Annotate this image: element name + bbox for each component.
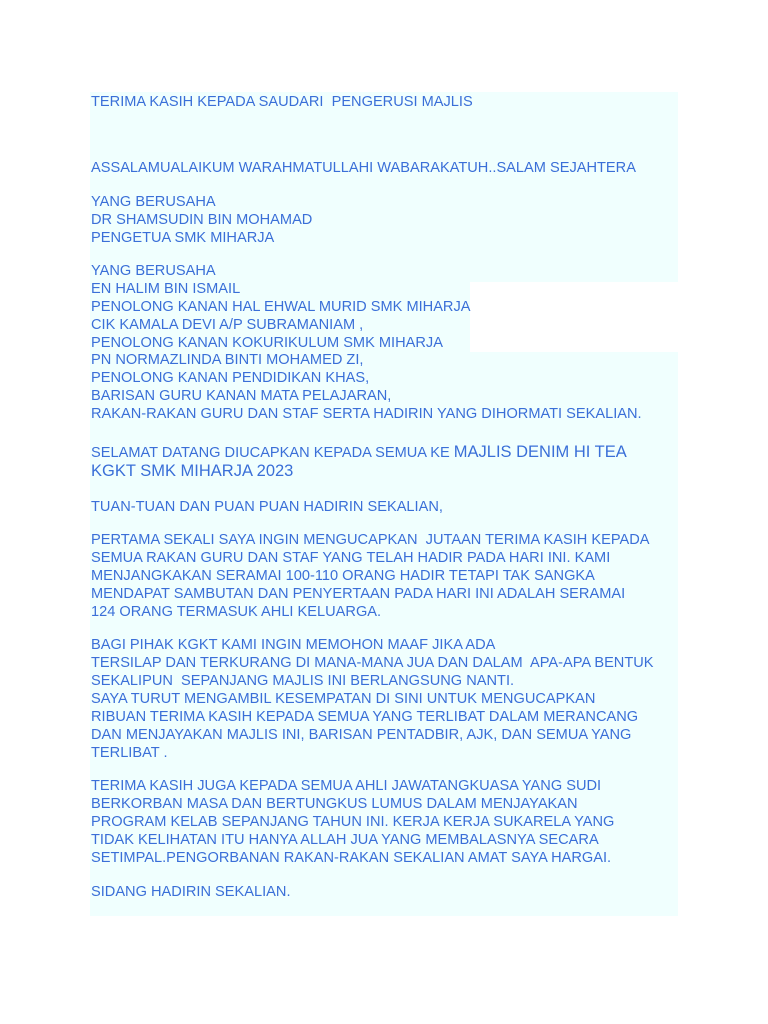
closing-address: SIDANG HADIRIN SEKALIAN.	[91, 884, 291, 900]
guests-line-3: PENOLONG KANAN HAL EHWAL MURID SMK MIHARJA	[91, 299, 471, 315]
address-audience: TUAN-TUAN DAN PUAN PUAN HADIRIN SEKALIAN,	[91, 499, 443, 515]
guests-line-6: PN NORMAZLINDA BINTI MOHAMED ZI,	[91, 352, 364, 368]
event-name: MAJLIS DENIM HI TEA	[453, 443, 627, 461]
event-name-line-2: KGKT SMK MIHARJA 2023	[91, 462, 294, 480]
committee-line-3: PROGRAM KELAB SEPANJANG TAHUN INI. KERJA KERJA SUKARELA YANG	[91, 814, 615, 830]
thanks-line-1: PERTAMA SEKALI SAYA INGIN MENGUCAPKAN JUTAAN TERIMA KASIH KEPADA	[91, 532, 650, 548]
principal-line-1: YANG BERUSAHA	[91, 194, 216, 210]
guests-line-9: RAKAN-RAKAN GURU DAN STAF SERTA HADIRIN YANG DIHORMATI SEKALIAN.	[91, 406, 642, 422]
principal-line-2: DR SHAMSUDIN BIN MOHAMAD	[91, 212, 313, 228]
apology-line-6: DAN MENJAYAKAN MAJLIS INI, BARISAN PENTADBIR, AJK, DAN SEMUA YANG	[91, 727, 632, 743]
apology-line-3: SEKALIPUN SEPANJANG MAJLIS INI BERLANGSUNG NANTI.	[91, 673, 515, 689]
guests-line-2: EN HALIM BIN ISMAIL	[91, 281, 241, 297]
apology-line-7: TERLIBAT .	[91, 745, 168, 761]
guests-line-8: BARISAN GURU KANAN MATA PELAJARAN,	[91, 388, 392, 404]
guests-line-1: YANG BERUSAHA	[91, 263, 216, 279]
thanks-line-3: MENJANGKAKAN SERAMAI 100-110 ORANG HADIR TETAPI TAK SANGKA	[91, 568, 595, 584]
highlight-top	[90, 92, 678, 282]
apology-line-1: BAGI PIHAK KGKT KAMI INGIN MEMOHON MAAF JIKA ADA	[91, 637, 496, 653]
thanks-line-4: MENDAPAT SAMBUTAN DAN PENYERTAAN PADA HARI INI ADALAH SERAMAI	[91, 586, 626, 602]
guests-line-4: CIK KAMALA DEVI A/P SUBRAMANIAM ,	[91, 317, 364, 333]
committee-line-4: TIDAK KELIHATAN ITU HANYA ALLAH JUA YANG MEMBALASNYA SECARA	[91, 832, 599, 848]
committee-line-2: BERKORBAN MASA DAN BERTUNGKUS LUMUS DALAM MENJAYAKAN	[91, 796, 578, 812]
thanks-line-2: SEMUA RAKAN GURU DAN STAF YANG TELAH HADIR PADA HARI INI. KAMI	[91, 550, 611, 566]
apology-line-4: SAYA TURUT MENGAMBIL KESEMPATAN DI SINI UNTUK MENGUCAPKAN	[91, 691, 596, 707]
guests-line-5: PENOLONG KANAN KOKURIKULUM SMK MIHARJA	[91, 335, 443, 351]
principal-line-3: PENGETUA SMK MIHARJA	[91, 230, 275, 246]
thanks-line-5: 124 ORANG TERMASUK AHLI KELUARGA.	[91, 604, 382, 620]
guests-line-7: PENOLONG KANAN PENDIDIKAN KHAS,	[91, 370, 370, 386]
committee-line-5: SETIMPAL.PENGORBANAN RAKAN-RAKAN SEKALIAN AMAT SAYA HARGAI.	[91, 850, 612, 866]
apology-line-5: RIBUAN TERIMA KASIH KEPADA SEMUA YANG TERLIBAT DALAM MERANCANG	[91, 709, 639, 725]
welcome-line-1	[91, 442, 691, 463]
apology-line-2: TERSILAP DAN TERKURANG DI MANA-MANA JUA DAN DALAM APA-APA BENTUK	[91, 655, 654, 671]
welcome-text: SELAMAT DATANG DIUCAPKAN KEPADA SEMUA KE	[91, 445, 454, 461]
committee-line-1: TERIMA KASIH JUGA KEPADA SEMUA AHLI JAWATANGKUASA YANG SUDI	[91, 778, 602, 794]
greeting-chair: TERIMA KASIH KEPADA SAUDARI PENGERUSI MAJLIS	[91, 94, 473, 110]
salutation: ASSALAMUALAIKUM WARAHMATULLAHI WABARAKATUH..SALAM SEJAHTERA	[91, 160, 636, 176]
